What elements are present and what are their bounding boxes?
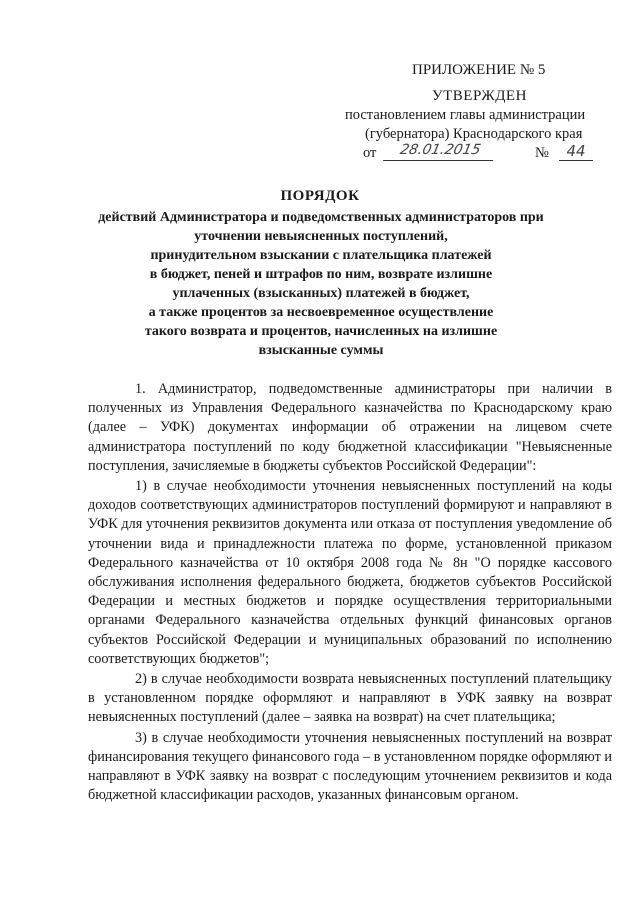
decree-line-2: (губернатора) Краснодарского края <box>365 126 583 142</box>
approved-label: УТВЕРЖДЕН <box>432 88 527 104</box>
paragraph-1: 1. Администратор, подведомственные администраторы при наличии в полученных из Управления Федерального казначейства по Краснодарскому краю (далее – УФК) документах информации об отражении на лицевом счете администратора поступлений по коду бюджетной классификации "Невыясненные поступления, зачисляемые в бюджеты субъектов Российской Федерации": <box>88 381 612 474</box>
document-title: ПОРЯДОК <box>280 188 360 204</box>
handwritten-number: 44 <box>559 142 593 161</box>
date-label: от <box>363 145 377 161</box>
decree-line-1: постановлением главы администрации <box>345 107 586 123</box>
paragraph-1-1: 1) в случае необходимости уточнения невыясненных поступлений на коды доходов соответствующих администраторов поступлений формируют и направляют в УФК для уточнения реквизитов документа или отказа от поступления уведомление об уточнении вида и принадлежности платежа по форме, установленной приказом Федерального казначейства от 10 октября 2008 года № 8н "О порядке кассового обслуживания исполнения федерального бюджета, бюджетов субъектов Российской Федерации и местных бюджетов и порядке осуществления территориальными органами Федерального казначейства отдельных функций финансовых органов субъектов Российской Федерации и муниципальных образований по исполнению соответствующих бюджетов"; <box>88 478 612 667</box>
subtitle-line: такого возврата и процентов, начисленных на излишне <box>144 324 498 339</box>
subtitle-line: взысканные суммы <box>258 343 384 358</box>
paragraph-1-2: 2) в случае необходимости возврата невыясненных поступлений плательщику в установленном порядке оформляют и направляют в УФК заявку на возврат невыясненных поступлений (далее – заявка на возврат) на счет плательщика; <box>88 671 612 726</box>
number-label: № <box>535 145 549 161</box>
decree-date-row <box>363 142 603 165</box>
paragraph-1-3: 3) в случае необходимости уточнения невыясненных поступлений на возврат финансирования текущего финансового года – в установленном порядке оформляют и направляют в УФК заявку на возврат с последующим уточнением реквизитов и кода бюджетной классификации расходов, указанных финансовым органом. <box>88 729 612 804</box>
appendix-label: ПРИЛОЖЕНИЕ № 5 <box>412 62 546 78</box>
subtitle-line: в бюджет, пеней и штрафов по ним, возврате излишне <box>149 267 493 282</box>
subtitle-line: уточнении невыясненных поступлений, <box>194 229 448 244</box>
subtitle-line: действий Администратора и подведомственных администраторов при <box>98 210 544 225</box>
subtitle-line: уплаченных (взысканных) платежей в бюджет, <box>172 286 470 301</box>
subtitle-line: принудительном взыскании с плательщика платежей <box>150 248 492 263</box>
document-body <box>88 380 612 806</box>
subtitle-line: а также процентов за несвоевременное осуществление <box>148 305 494 320</box>
handwritten-date: 28.01.2015 <box>383 142 497 161</box>
document-subtitle <box>96 208 546 360</box>
